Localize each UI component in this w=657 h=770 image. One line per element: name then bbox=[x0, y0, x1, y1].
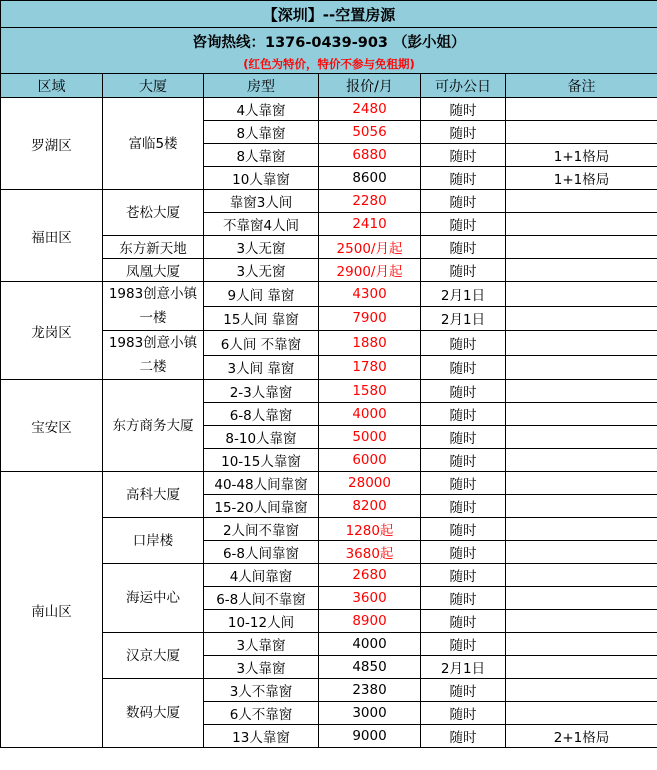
remark-cell bbox=[506, 213, 657, 236]
room-type-cell: 8-10人靠窗 bbox=[204, 426, 319, 449]
available-cell: 随时 bbox=[421, 610, 506, 633]
price-cell: 28000 bbox=[319, 472, 421, 495]
remark-cell bbox=[506, 355, 657, 380]
price-cell: 8900 bbox=[319, 610, 421, 633]
district-cell: 福田区 bbox=[1, 190, 103, 282]
building-cell: 数码大厦 bbox=[103, 679, 204, 748]
price-cell: 1780 bbox=[319, 355, 421, 380]
room-type-cell: 4人靠窗 bbox=[204, 98, 319, 121]
available-cell: 随时 bbox=[421, 587, 506, 610]
price-cell: 7900 bbox=[319, 306, 421, 331]
remark-cell bbox=[506, 190, 657, 213]
header-price: 报价/月 bbox=[319, 74, 421, 98]
building-cell: 汉京大厦 bbox=[103, 633, 204, 679]
district-cell: 南山区 bbox=[1, 472, 103, 748]
available-cell: 随时 bbox=[421, 633, 506, 656]
room-type-cell: 6-8人靠窗 bbox=[204, 403, 319, 426]
column-headers bbox=[1, 74, 657, 98]
remark-cell bbox=[506, 331, 657, 356]
available-cell: 随时 bbox=[421, 259, 506, 282]
available-cell: 随时 bbox=[421, 331, 506, 356]
building-cell: 富临5楼 bbox=[103, 98, 204, 190]
district-cell: 罗湖区 bbox=[1, 98, 103, 190]
remark-cell bbox=[506, 449, 657, 472]
price-cell: 5056 bbox=[319, 121, 421, 144]
building-cell: 东方商务大厦 bbox=[103, 380, 204, 472]
price-cell: 3600 bbox=[319, 587, 421, 610]
available-cell: 随时 bbox=[421, 167, 506, 190]
price-cell: 1580 bbox=[319, 380, 421, 403]
price-cell: 1880 bbox=[319, 331, 421, 356]
price-cell: 2410 bbox=[319, 213, 421, 236]
room-type-cell: 6-8人间不靠窗 bbox=[204, 587, 319, 610]
room-type-cell: 6人间 不靠窗 bbox=[204, 331, 319, 356]
available-cell: 随时 bbox=[421, 679, 506, 702]
remark-cell bbox=[506, 282, 657, 307]
header-available: 可办公日 bbox=[421, 74, 506, 98]
room-type-cell: 6人不靠窗 bbox=[204, 702, 319, 725]
building-cell: 口岸楼 bbox=[103, 518, 204, 564]
remark-cell bbox=[506, 564, 657, 587]
header-remark: 备注 bbox=[506, 74, 657, 98]
price-cell: 4850 bbox=[319, 656, 421, 679]
price-cell: 1280起 bbox=[319, 518, 421, 541]
remark-cell: 1+1格局 bbox=[506, 144, 657, 167]
available-cell: 随时 bbox=[421, 98, 506, 121]
room-type-cell: 4人间靠窗 bbox=[204, 564, 319, 587]
remark-cell bbox=[506, 236, 657, 259]
remark-cell bbox=[506, 610, 657, 633]
room-type-cell: 3人无窗 bbox=[204, 259, 319, 282]
available-cell: 2月1日 bbox=[421, 282, 506, 307]
price-cell: 8600 bbox=[319, 167, 421, 190]
room-type-cell: 10人靠窗 bbox=[204, 167, 319, 190]
table-row bbox=[1, 282, 657, 307]
remark-cell bbox=[506, 587, 657, 610]
room-type-cell: 10-12人间 bbox=[204, 610, 319, 633]
room-type-cell: 9人间 靠窗 bbox=[204, 282, 319, 307]
building-cell: 1983创意小镇二楼 bbox=[103, 331, 204, 380]
building-cell: 高科大厦 bbox=[103, 472, 204, 518]
room-type-cell: 3人无窗 bbox=[204, 236, 319, 259]
table-row bbox=[1, 380, 657, 403]
remark-cell bbox=[506, 121, 657, 144]
building-cell: 东方新天地 bbox=[103, 236, 204, 259]
price-cell: 2380 bbox=[319, 679, 421, 702]
price-cell: 3000 bbox=[319, 702, 421, 725]
price-cell: 2280 bbox=[319, 190, 421, 213]
room-type-cell: 2人间不靠窗 bbox=[204, 518, 319, 541]
remark-cell bbox=[506, 633, 657, 656]
remark-cell bbox=[506, 403, 657, 426]
available-cell: 随时 bbox=[421, 236, 506, 259]
remark-cell bbox=[506, 541, 657, 564]
price-cell: 5000 bbox=[319, 426, 421, 449]
available-cell: 随时 bbox=[421, 518, 506, 541]
price-cell: 3680起 bbox=[319, 541, 421, 564]
price-cell: 8200 bbox=[319, 495, 421, 518]
room-type-cell: 3人间 靠窗 bbox=[204, 355, 319, 380]
remark-cell bbox=[506, 98, 657, 121]
table-body bbox=[1, 1, 657, 748]
room-type-cell: 8人靠窗 bbox=[204, 144, 319, 167]
available-cell: 2月1日 bbox=[421, 306, 506, 331]
room-type-cell: 2-3人靠窗 bbox=[204, 380, 319, 403]
room-type-cell: 15-20人间靠窗 bbox=[204, 495, 319, 518]
remark-cell bbox=[506, 518, 657, 541]
building-cell: 凤凰大厦 bbox=[103, 259, 204, 282]
remark-cell bbox=[506, 259, 657, 282]
price-cell: 4000 bbox=[319, 633, 421, 656]
table-row bbox=[1, 472, 657, 495]
room-type-cell: 40-48人间靠窗 bbox=[204, 472, 319, 495]
page-title: 【深圳】--空置房源 bbox=[1, 1, 657, 28]
room-type-cell: 13人靠窗 bbox=[204, 725, 319, 748]
room-type-cell: 3人靠窗 bbox=[204, 656, 319, 679]
price-cell: 6880 bbox=[319, 144, 421, 167]
price-cell: 6000 bbox=[319, 449, 421, 472]
table-row bbox=[1, 190, 657, 213]
header-room-type: 房型 bbox=[204, 74, 319, 98]
available-cell: 随时 bbox=[421, 449, 506, 472]
available-cell: 随时 bbox=[421, 403, 506, 426]
price-cell: 9000 bbox=[319, 725, 421, 748]
price-cell: 4000 bbox=[319, 403, 421, 426]
price-cell: 2680 bbox=[319, 564, 421, 587]
building-cell: 苍松大厦 bbox=[103, 190, 204, 236]
remark-cell bbox=[506, 426, 657, 449]
price-cell: 2480 bbox=[319, 98, 421, 121]
remark-cell bbox=[506, 472, 657, 495]
available-cell: 随时 bbox=[421, 725, 506, 748]
available-cell: 随时 bbox=[421, 190, 506, 213]
available-cell: 随时 bbox=[421, 495, 506, 518]
available-cell: 随时 bbox=[421, 380, 506, 403]
district-cell: 宝安区 bbox=[1, 380, 103, 472]
room-type-cell: 6-8人间靠窗 bbox=[204, 541, 319, 564]
remark-cell: 1+1格局 bbox=[506, 167, 657, 190]
price-cell: 4300 bbox=[319, 282, 421, 307]
remark-cell bbox=[506, 306, 657, 331]
available-cell: 随时 bbox=[421, 702, 506, 725]
available-cell: 随时 bbox=[421, 564, 506, 587]
header-building: 大厦 bbox=[103, 74, 204, 98]
price-note: (红色为特价，特价不参与免租期) bbox=[1, 54, 657, 74]
table-row bbox=[1, 98, 657, 121]
room-type-cell: 8人靠窗 bbox=[204, 121, 319, 144]
room-type-cell: 15人间 靠窗 bbox=[204, 306, 319, 331]
remark-cell bbox=[506, 679, 657, 702]
available-cell: 随时 bbox=[421, 213, 506, 236]
building-cell: 1983创意小镇一楼 bbox=[103, 282, 204, 331]
remark-cell bbox=[506, 702, 657, 725]
available-cell: 随时 bbox=[421, 472, 506, 495]
room-type-cell: 3人不靠窗 bbox=[204, 679, 319, 702]
available-cell: 随时 bbox=[421, 426, 506, 449]
available-cell: 随时 bbox=[421, 121, 506, 144]
room-type-cell: 不靠窗4人间 bbox=[204, 213, 319, 236]
remark-cell bbox=[506, 656, 657, 679]
district-cell: 龙岗区 bbox=[1, 282, 103, 380]
available-cell: 2月1日 bbox=[421, 656, 506, 679]
header-district: 区域 bbox=[1, 74, 103, 98]
hotline: 咨询热线：1376-0439-903 （彭小姐） bbox=[1, 28, 657, 55]
room-type-cell: 靠窗3人间 bbox=[204, 190, 319, 213]
price-cell: 2900/月起 bbox=[319, 259, 421, 282]
room-type-cell: 3人靠窗 bbox=[204, 633, 319, 656]
remark-cell bbox=[506, 380, 657, 403]
room-type-cell: 10-15人靠窗 bbox=[204, 449, 319, 472]
available-cell: 随时 bbox=[421, 144, 506, 167]
building-cell: 海运中心 bbox=[103, 564, 204, 633]
price-cell: 2500/月起 bbox=[319, 236, 421, 259]
available-cell: 随时 bbox=[421, 355, 506, 380]
remark-cell bbox=[506, 495, 657, 518]
remark-cell: 2+1格局 bbox=[506, 725, 657, 748]
available-cell: 随时 bbox=[421, 541, 506, 564]
